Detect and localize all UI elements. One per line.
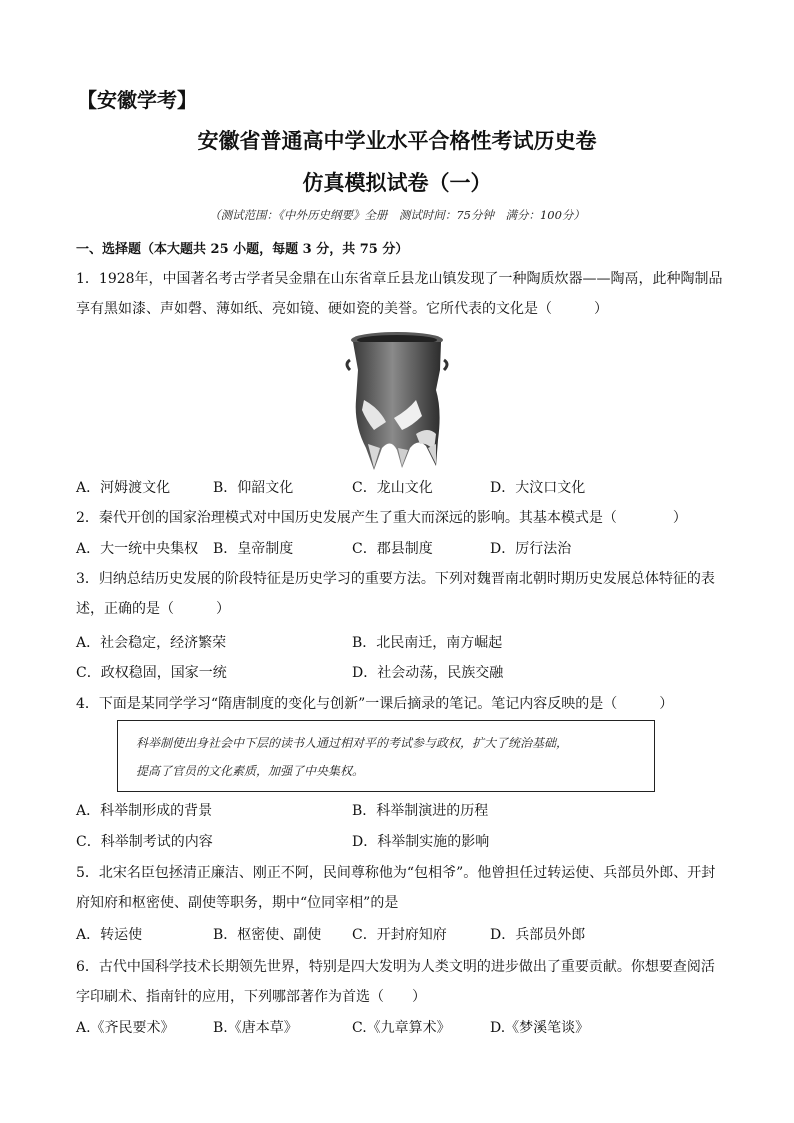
question-line: 2．秦代开创的国家治理模式对中国历史发展产生了重大而深远的影响。其基本模式是（ ） bbox=[76, 510, 687, 526]
exam-title: 安徽省普通高中学业水平合格性考试历史卷 bbox=[197, 128, 597, 153]
question-line: 字印刷术、指南针的应用，下列哪部著作为首选（ ） bbox=[76, 989, 426, 1005]
note-line: 科举制使出身社会中下层的读书人通过相对平的考试参与政权，扩大了统治基础， bbox=[136, 736, 569, 750]
exam-scope: （测试范围：《中外历史纲要》全册 测试时间：75分钟 满分：100分） bbox=[209, 208, 585, 222]
question-line: 享有黑如漆、声如磬、薄如纸、亮如镜、硬如瓷的美誉。它所代表的文化是（ ） bbox=[76, 301, 608, 317]
question-4-option-c: C．科举制考试的内容 bbox=[76, 834, 213, 850]
question-line: 5．北宋名臣包拯清正廉洁、刚正不阿，民间尊称他为“包相爷”。他曾担任过转运使、兵部员外郎、开封 bbox=[76, 865, 716, 881]
question-1-option-d: D．大汶口文化 bbox=[490, 480, 586, 496]
question-6-option-d: D.《梦溪笔谈》 bbox=[490, 1020, 590, 1036]
question-3-option-d: D．社会动荡，民族交融 bbox=[352, 665, 504, 681]
study-note-box bbox=[117, 720, 655, 792]
question-2-stem bbox=[76, 503, 687, 533]
question-5-option-c: C．开封府知府 bbox=[352, 927, 447, 943]
question-1-option-a: A．河姆渡文化 bbox=[76, 480, 171, 496]
question-6-option-b: B.《唐本草》 bbox=[213, 1020, 298, 1036]
question-3-option-b: B．北民南迁，南方崛起 bbox=[352, 635, 503, 651]
question-3-option-c: C．政权稳固，国家一统 bbox=[76, 665, 227, 681]
question-6-stem bbox=[76, 952, 715, 1012]
section-title: 一、选择题（本大题共 25 小题，每题 3 分，共 75 分） bbox=[76, 242, 409, 257]
question-line: 4．下面是某同学学习“隋唐制度的变化与创新”一课后摘录的笔记。笔记内容反映的是（ ） bbox=[76, 696, 674, 712]
pottery-li-vessel-image bbox=[344, 330, 450, 472]
exam-subtitle: 仿真模拟试卷（一） bbox=[302, 170, 492, 195]
question-5-option-b: B．枢密使、副使 bbox=[213, 927, 322, 943]
question-line: 3．归纳总结历史发展的阶段特征是历史学习的重要方法。下列对魏晋南北朝时期历史发展总体特征的表 bbox=[76, 571, 715, 587]
question-2-option-d: D．厉行法治 bbox=[490, 541, 572, 557]
question-line: 述，正确的是（ ） bbox=[76, 601, 230, 617]
question-5-stem bbox=[76, 858, 715, 918]
question-line: 1．1928年，中国著名考古学者吴金鼎在山东省章丘县龙山镇发现了一种陶质炊器——陶鬲，此种陶制品 bbox=[76, 271, 723, 287]
question-6-option-a: A.《齐民要术》 bbox=[76, 1020, 175, 1036]
exam-tag: 【安徽学考】 bbox=[77, 88, 197, 112]
question-4-option-a: A．科举制形成的背景 bbox=[76, 803, 213, 819]
question-line: 6．古代中国科学技术长期领先世界，特别是四大发明为人类文明的进步做出了重要贡献。你想要查阅活 bbox=[76, 959, 715, 975]
question-4-option-b: B．科举制演进的历程 bbox=[352, 803, 489, 819]
question-1-option-b: B．仰韶文化 bbox=[213, 480, 294, 496]
question-1-option-c: C．龙山文化 bbox=[352, 480, 433, 496]
note-line: 提高了官员的文化素质，加强了中央集权。 bbox=[136, 764, 365, 778]
question-1-stem bbox=[76, 264, 723, 324]
question-4-stem bbox=[76, 689, 673, 719]
question-2-option-b: B．皇帝制度 bbox=[213, 541, 294, 557]
question-2-option-c: C．郡县制度 bbox=[352, 541, 433, 557]
question-2-option-a: A．大一统中央集权 bbox=[76, 541, 199, 557]
question-5-option-d: D．兵部员外郎 bbox=[490, 927, 586, 943]
question-5-option-a: A．转运使 bbox=[76, 927, 143, 943]
question-3-stem bbox=[76, 564, 715, 624]
question-line: 府知府和枢密使、副使等职务，期中“位同宰相”的是 bbox=[76, 895, 399, 911]
question-3-option-a: A．社会稳定，经济繁荣 bbox=[76, 635, 227, 651]
question-4-option-d: D．科举制实施的影响 bbox=[352, 834, 490, 850]
question-6-option-c: C.《九章算术》 bbox=[352, 1020, 451, 1036]
